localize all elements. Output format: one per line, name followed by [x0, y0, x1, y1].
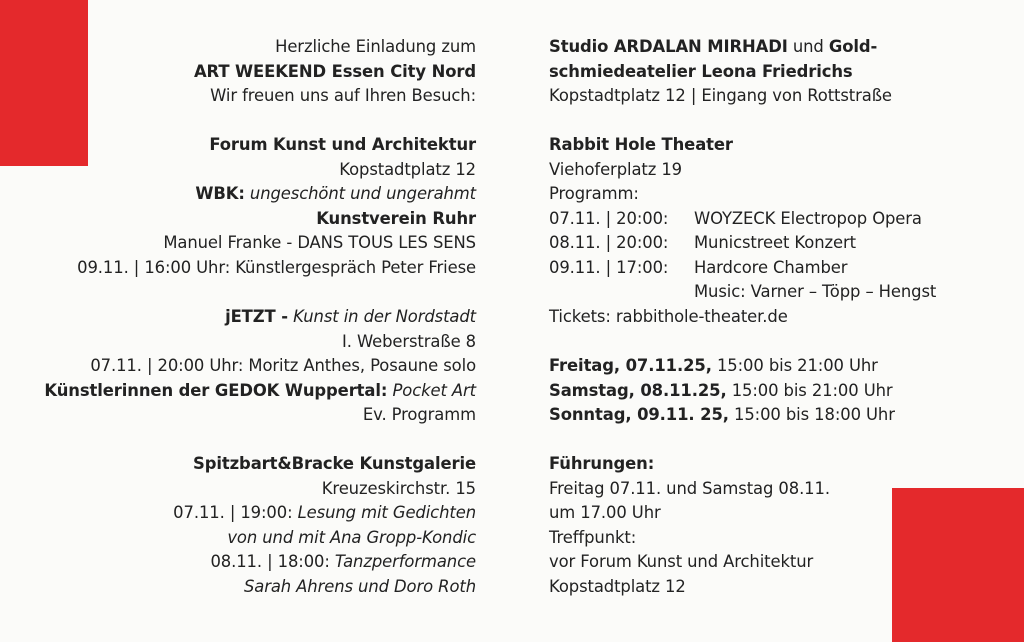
tours-heading: Führungen: [549, 454, 655, 474]
tours-line-5: Kopstadtplatz 12 [549, 577, 686, 597]
intro-line-1: Herzliche Einladung zum [275, 37, 476, 56]
right-column [549, 35, 989, 600]
venue-forum-name: Forum Kunst und Architektur [209, 135, 476, 155]
left-column [40, 35, 476, 600]
tours-line-2: um 17.00 Uhr [549, 503, 661, 523]
event-title: ART WEEKEND Essen City Nord [193, 61, 476, 81]
kunstverein-event: 09.11. | 16:00 Uhr: Künstlergespräch Peter Friese [77, 257, 476, 277]
rabbit-event-2: 08.11. | 20:00: Municstreet Konzert [549, 233, 856, 253]
studio-line-2: schmiedeatelier Leona Friedrichs [549, 61, 853, 81]
tours-line-1: Freitag 07.11. und Samstag 08.11. [549, 478, 830, 498]
tours-line-4: vor Forum Kunst und Architektur [549, 552, 814, 572]
gedok-exhibition: Künstlerinnen der GEDOK Wuppertal: Pocket Art [44, 380, 476, 400]
kunstverein-show: Manuel Franke - DANS TOUS LES SENS [163, 233, 476, 253]
venue-jetzt-address: I. Weberstraße 8 [341, 331, 476, 351]
venue-spitzbart-address: Kreuzeskirchstr. 15 [321, 478, 476, 498]
venue-spitzbart-name: Spitzbart&Bracke Kunstgalerie [193, 454, 476, 474]
rabbit-program-label: Programm: [549, 184, 639, 204]
intro-line-3: Wir freuen uns auf Ihren Besuch: [210, 86, 476, 106]
venue-rabbit-name: Rabbit Hole Theater [549, 135, 733, 155]
spitzbart-event-2: 08.11. | 18:00: Tanzperformance [210, 552, 476, 572]
rabbit-event-3: 09.11. | 17:00: Hardcore Chamber [549, 257, 848, 277]
jetzt-program: Ev. Programm [362, 405, 476, 425]
venue-rabbit-address: Viehoferplatz 19 [549, 159, 682, 179]
wbk-exhibition: WBK: ungeschönt und ungerahmt [195, 184, 476, 204]
spitzbart-event-1: 07.11. | 19:00: Lesung mit Gedichten [173, 503, 476, 523]
venue-forum-address: Kopstadtplatz 12 [339, 159, 476, 179]
rabbit-event-1: 07.11. | 20:00: WOYZECK Electropop Opera [549, 208, 922, 228]
kunstverein-name: Kunstverein Ruhr [316, 208, 476, 228]
schedule-friday: Freitag, 07.11.25, 15:00 bis 21:00 Uhr [549, 356, 878, 376]
schedule-saturday: Samstag, 08.11.25, 15:00 bis 21:00 Uhr [549, 380, 893, 400]
jetzt-event: 07.11. | 20:00 Uhr: Moritz Anthes, Posaune solo [90, 356, 476, 376]
tours-line-3: Treffpunkt: [549, 527, 637, 547]
rabbit-music: Music: Varner – Töpp – Hengst [694, 282, 937, 302]
rabbit-tickets: Tickets: rabbithole-theater.de [549, 307, 788, 327]
venue-jetzt-name: jETZT - Kunst in der Nordstadt [225, 307, 476, 327]
schedule-sunday: Sonntag, 09.11. 25, 15:00 bis 18:00 Uhr [549, 405, 895, 425]
spitzbart-event-1-detail: von und mit Ana Gropp-Kondic [227, 527, 476, 547]
spitzbart-event-2-detail: Sarah Ahrens und Doro Roth [243, 577, 476, 597]
studio-address: Kopstadtplatz 12 | Eingang von Rottstraße [549, 86, 892, 106]
studio-line-1: Studio ARDALAN MIRHADI und Gold- [549, 37, 878, 56]
